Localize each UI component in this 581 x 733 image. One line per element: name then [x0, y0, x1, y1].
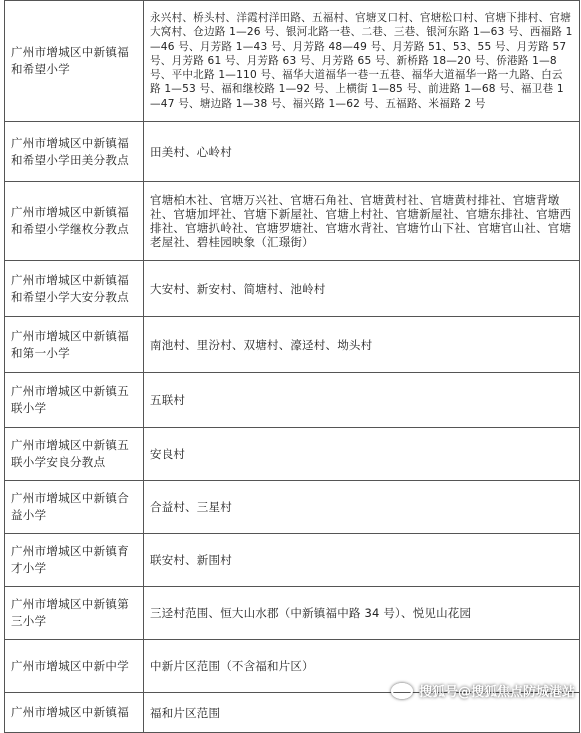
area-cell: 田美村、心岭村: [144, 122, 580, 182]
school-name-cell: 广州市增城区中新镇福和希望小学田美分教点: [5, 122, 144, 182]
area-cell: 安良村: [144, 428, 580, 481]
school-name-cell: 广州市增城区中新中学: [5, 640, 144, 693]
watermark: [391, 681, 575, 700]
table-row: [5, 1, 580, 122]
area-cell: 永兴村、桥头村、洋霞村洋田路、五福村、官塘叉口村、官塘松口村、官塘下排村、官塘大窝村、仓边路 1—26 号、银河北路一巷、二巷、三巷、银河东路 1—63 号、西福路 1—46 号、月芳路 1—43 号、月芳路 48—49 号、月芳路 51、53、55 号、月芳路 57 号、月芳路 61 号、月芳路 63 号、月芳路 65 号、新桥路 18—20 号、侨港路 1—8 号、平中北路 1—110 号、福华大道福华一巷一五巷、福华大道福华一路一九路、白云路 1—53 号、福和继校路 1—92 号、上横街 1—85 号、前进路 1—68 号、福卫巷 1—47 号、塘边路 1—38 号、福兴路 1—62 号、五福路、米福路 2 号: [144, 1, 580, 122]
area-cell: 联安村、新围村: [144, 534, 580, 587]
area-cell: 南池村、里汾村、双塘村、濠迳村、坳头村: [144, 317, 580, 373]
area-cell: 五联村: [144, 373, 580, 428]
area-cell: 官塘柏木社、官塘万兴社、官塘石角社、官塘黄村社、官塘黄村排社、官塘背墩社、官塘加坪社、官塘下新屋社、官塘上村社、官塘新屋社、官塘东排社、官塘西排社、官塘扒岭社、官塘罗塘社、官塘水背社、官塘竹山下社、官塘官山社、官塘老屋社、碧桂园映象（汇璟街）: [144, 182, 580, 261]
school-name-cell: 广州市增城区中新镇第三小学: [5, 587, 144, 640]
table-row: [5, 481, 580, 534]
table-row: [5, 587, 580, 640]
school-name-cell: 广州市增城区中新镇合益小学: [5, 481, 144, 534]
table-row: [5, 182, 580, 261]
table-row: [5, 261, 580, 317]
area-cell: 三迳村范围、恒大山水郡（中新镇福中路 34 号）、悦见山花园: [144, 587, 580, 640]
area-cell: 合益村、三星村: [144, 481, 580, 534]
table-row: [5, 317, 580, 373]
area-cell: 福和片区范围: [144, 693, 580, 733]
school-name-cell: 广州市增城区中新镇福和希望小学: [5, 1, 144, 122]
table-row: [5, 534, 580, 587]
watermark-text: 搜狐号@搜狐焦点防城港站: [418, 685, 575, 700]
sohu-logo-icon: [391, 683, 413, 699]
school-name-cell: 广州市增城区中新镇五联小学: [5, 373, 144, 428]
school-name-cell: 广州市增城区中新镇福和第一小学: [5, 317, 144, 373]
area-cell: 大安村、新安村、简塘村、池岭村: [144, 261, 580, 317]
school-name-cell: 广州市增城区中新镇福和希望小学大安分教点: [5, 261, 144, 317]
table-row: [5, 373, 580, 428]
school-district-table: [4, 0, 580, 733]
table-row: [5, 122, 580, 182]
area-cell: 中新片区范围（不含福和片区）: [144, 640, 580, 693]
school-name-cell: 广州市增城区中新镇福: [5, 693, 144, 733]
school-name-cell: 广州市增城区中新镇五联小学安良分教点: [5, 428, 144, 481]
school-name-cell: 广州市增城区中新镇育才小学: [5, 534, 144, 587]
school-name-cell: 广州市增城区中新镇福和希望小学继枚分教点: [5, 182, 144, 261]
table-row: [5, 428, 580, 481]
